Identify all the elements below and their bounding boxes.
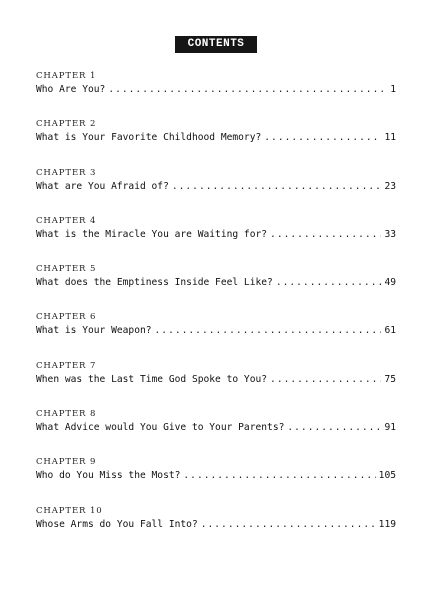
toc-row [36, 83, 396, 96]
dot-leader [172, 180, 382, 193]
chapter-title: What is the Miracle You are Waiting for? [36, 228, 268, 240]
chapter-title: What are You Afraid of? [36, 180, 169, 192]
toc-row [36, 131, 396, 144]
page-number: 75 [384, 373, 396, 385]
toc-entry-7[interactable] [36, 360, 396, 408]
toc-entry-5[interactable] [36, 263, 396, 311]
dot-leader [155, 324, 382, 337]
page-number: 23 [384, 180, 396, 192]
toc-entry-10[interactable] [36, 505, 396, 553]
dot-leader [276, 276, 382, 289]
page-number: 61 [384, 325, 396, 337]
contents-heading: CONTENTS [187, 38, 245, 50]
chapter-title: Who Are You? [36, 84, 106, 95]
table-of-contents [36, 70, 396, 553]
chapter-label: CHAPTER 3 [36, 167, 97, 178]
page-number: 1 [390, 84, 396, 95]
page-number: 91 [384, 422, 396, 434]
dot-leader [270, 228, 381, 241]
toc-entry-2[interactable] [36, 118, 396, 166]
contents-heading-box [175, 36, 257, 53]
toc-entry-3[interactable] [36, 167, 396, 215]
chapter-label: CHAPTER 9 [36, 457, 97, 468]
chapter-title: What Advice would You Give to Your Parents? [36, 422, 285, 434]
chapter-title: What does the Emptiness Inside Feel Like? [36, 277, 273, 289]
page-number: 49 [384, 277, 396, 289]
chapter-label: CHAPTER 8 [36, 409, 97, 420]
toc-entry-1[interactable] [36, 70, 396, 118]
dot-leader [108, 83, 387, 96]
chapter-label: CHAPTER 5 [36, 264, 97, 275]
dot-leader [183, 469, 375, 482]
dot-leader [270, 373, 381, 386]
chapter-label: CHAPTER 1 [36, 71, 97, 81]
page-number: 11 [384, 132, 396, 144]
toc-row [36, 324, 396, 337]
toc-row [36, 180, 396, 193]
chapter-title: What is Your Weapon? [36, 325, 152, 337]
toc-row [36, 276, 396, 289]
dot-leader [264, 131, 381, 144]
toc-entry-6[interactable] [36, 311, 396, 359]
toc-entry-9[interactable] [36, 456, 396, 504]
chapter-title: When was the Last Time God Spoke to You? [36, 373, 268, 385]
chapter-label: CHAPTER 7 [36, 360, 97, 371]
toc-row [36, 469, 396, 482]
dot-leader [201, 518, 376, 531]
toc-row [36, 421, 396, 434]
dot-leader [287, 421, 381, 434]
chapter-label: CHAPTER 6 [36, 312, 97, 323]
page-number: 33 [384, 228, 396, 240]
toc-entry-8[interactable] [36, 408, 396, 456]
chapter-label: CHAPTER 2 [36, 119, 97, 130]
chapter-label: CHAPTER 4 [36, 215, 97, 226]
toc-row [36, 373, 396, 386]
page-number: 105 [378, 470, 396, 482]
page-number: 119 [378, 518, 396, 530]
chapter-title: Who do You Miss the Most? [36, 470, 181, 482]
toc-entry-4[interactable] [36, 215, 396, 263]
chapter-title: Whose Arms do You Fall Into? [36, 518, 198, 530]
chapter-label: CHAPTER 10 [36, 505, 103, 516]
toc-row [36, 518, 396, 531]
toc-row [36, 228, 396, 241]
chapter-title: What is Your Favorite Childhood Memory? [36, 132, 262, 144]
